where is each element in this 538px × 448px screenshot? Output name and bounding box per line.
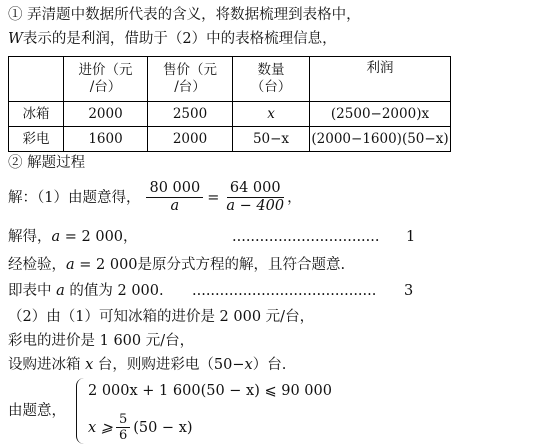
table-cell: x xyxy=(233,102,310,127)
var-w: W xyxy=(8,31,23,47)
table-value-line xyxy=(8,282,164,300)
part2-line-2: 彩电的进价是 1 600 元/台， xyxy=(8,333,195,349)
system-brace xyxy=(76,378,87,444)
step-mark-1: 1 xyxy=(406,229,416,245)
step-mark-3: 3 xyxy=(404,283,414,299)
inequality-2-rhs: (50 − x) xyxy=(133,419,193,436)
table-cell: 彩电 xyxy=(9,127,64,152)
table-cell: 2000 xyxy=(148,127,233,152)
inequality-2-denominator: 6 xyxy=(118,428,128,443)
part2-line-3-b: 台，则购进彩电（50− xyxy=(93,357,245,373)
dots-leader-1: ................................ xyxy=(232,229,380,245)
dots-leader-2: ........................................ xyxy=(192,283,377,299)
part2-line-1: （2）由（1）可知冰箱的进价是 2 000 元/台， xyxy=(8,309,315,325)
fraction-2 xyxy=(223,180,287,215)
equation-prefix: 解：（1）由题意得， xyxy=(8,189,141,206)
inequality-2-lhs: x ⩾ xyxy=(88,419,113,436)
var-x: x xyxy=(85,357,94,373)
var-x: x xyxy=(244,357,253,373)
table-header-cell xyxy=(9,57,64,102)
fraction-2-numerator: 64 000 xyxy=(227,180,284,198)
intro-line-2-text: 表示的是利润，借助于（2）中的表格梳理信息， xyxy=(22,31,337,47)
section-2-title: ② 解题过程 xyxy=(8,155,86,171)
table-cell: 冰箱 xyxy=(9,102,64,127)
fraction-2-denominator: a − 400 xyxy=(226,198,285,214)
var-a: a xyxy=(51,229,61,245)
table-cell: (2500−2000)x xyxy=(310,102,451,127)
inequality-2 xyxy=(88,412,193,443)
fraction-1-denominator: a xyxy=(170,198,180,214)
table-header-row xyxy=(9,57,451,102)
solve-line xyxy=(8,228,138,246)
var-a: a xyxy=(56,283,65,299)
fraction-1 xyxy=(146,180,203,215)
inequality-2-fraction xyxy=(116,412,130,443)
equals-sign: = xyxy=(207,189,220,206)
check-text: = 2 000是原分式方程的解，且符合题意. xyxy=(74,257,346,273)
part2-line-3-a: 设购进冰箱 xyxy=(8,357,86,373)
check-line xyxy=(8,256,345,274)
solve-value: = 2 000， xyxy=(60,229,138,245)
intro-line-1: ① 弄清题中数据所代表的含义，将数据梳理到表格中， xyxy=(8,7,361,23)
equation-suffix: ， xyxy=(287,189,302,206)
check-prefix: 经检验， xyxy=(8,257,66,273)
part2-line-3-c: ）台. xyxy=(252,357,287,373)
inequality-2-numerator: 5 xyxy=(116,412,130,428)
inequality-1: 2 000x + 1 600(50 − x) ⩽ 90 000 xyxy=(88,383,332,399)
table-row xyxy=(9,127,451,152)
table-header-cell: 利润 xyxy=(310,57,451,102)
equation-line xyxy=(8,180,302,215)
table-cell: 1600 xyxy=(64,127,148,152)
solve-prefix: 解得， xyxy=(8,229,52,245)
table-cell: 2500 xyxy=(148,102,233,127)
intro-line-2 xyxy=(8,30,337,48)
table-cell: 2000 xyxy=(64,102,148,127)
fraction-1-numerator: 80 000 xyxy=(146,180,203,198)
part2-line-3 xyxy=(8,356,286,374)
table-header-cell: 售价（元 /台） xyxy=(148,57,233,102)
table-cell: (2000−1600)(50−x) xyxy=(310,127,451,152)
system-prefix: 由题意， xyxy=(8,403,66,419)
table-row xyxy=(9,102,451,127)
info-table xyxy=(8,56,451,152)
table-header-cell: 数量 （台） xyxy=(233,57,310,102)
table-value-text: 的值为 2 000. xyxy=(64,283,164,299)
table-value-prefix: 即表中 xyxy=(8,283,57,299)
var-a: a xyxy=(66,257,75,273)
table-cell: 50−x xyxy=(233,127,310,152)
table-header-cell: 进价（元 /台） xyxy=(64,57,148,102)
